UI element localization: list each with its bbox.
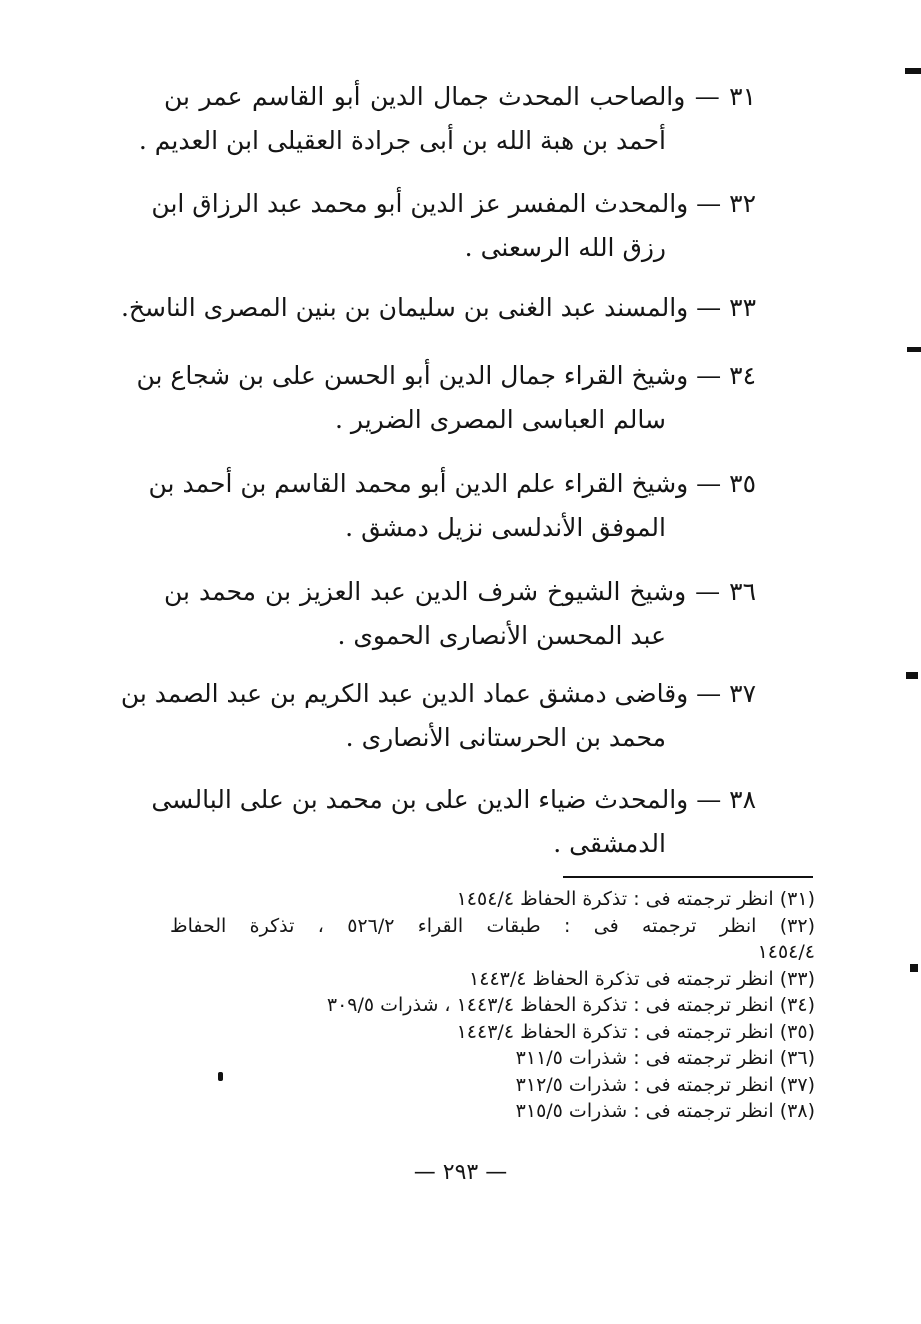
- footnote-33: (٣٣) انظر ترجمته فى تذكرة الحفاظ ١٤٤٣/٤: [469, 967, 815, 990]
- entry-continuation: رزق الله الرسعنى .: [464, 233, 666, 262]
- entry-35: [148, 462, 756, 550]
- scan-mark: [905, 68, 921, 74]
- entry-first-line: ٣٤ — وشيخ القراء جمال الدين أبو الحسن على بن شجاع بن: [136, 361, 756, 390]
- scan-mark: [218, 1072, 223, 1081]
- entry-first-line: ٣٣ — والمسند عبد الغنى بن سليمان بن بنين المصرى الناسخ.: [120, 293, 756, 322]
- entry-33: [120, 286, 756, 330]
- entry-continuation: أحمد بن هبة الله بن أبى جرادة العقيلى ابن العديم .: [138, 126, 666, 155]
- entry-36: [164, 570, 756, 658]
- scan-mark: [910, 964, 918, 972]
- footnote-36: (٣٦) انظر ترجمته فى : شذرات ٣١١/٥: [515, 1047, 815, 1069]
- footnote-32: (٣٢) انظر ترجمته فى : طبقات القراء ٥٢٦/٢ ، تذكرة الحفاظ: [170, 914, 815, 937]
- entry-first-line: ٣٧ — وقاضى دمشق عماد الدين عبد الكريم بن عبد الصمد بن: [120, 679, 756, 708]
- page-number: — ٢٩٣ —: [413, 1160, 508, 1185]
- scan-mark: [907, 347, 921, 352]
- footnote-37: (٣٧) انظر ترجمته فى : شذرات ٣١٢/٥: [515, 1073, 815, 1096]
- entry-31: [138, 75, 756, 163]
- footnote-31: (٣١) انظر ترجمته فى : تذكرة الحفاظ ١٤٥٤/٤: [456, 888, 815, 910]
- entry-first-line: ٣٦ — وشيخ الشيوخ شرف الدين عبد العزيز بن محمد بن: [164, 577, 756, 606]
- footnote-separator: [563, 876, 813, 878]
- footnote-38: (٣٨) انظر ترجمته فى : شذرات ٣١٥/٥: [515, 1100, 815, 1122]
- footnotes: [170, 886, 815, 1125]
- entry-first-line: ٣١ — والصاحب المحدث جمال الدين أبو القاسم عمر بن: [164, 82, 756, 111]
- entry-34: [136, 354, 756, 442]
- entry-first-line: ٣٨ — والمحدث ضياء الدين على بن محمد بن على البالسى: [151, 785, 756, 814]
- footnote-34: (٣٤) انظر ترجمته فى : تذكرة الحفاظ ١٤٤٣/٤ ، شذرات ٣٠٩/٥: [326, 994, 815, 1016]
- entry-continuation: الموفق الأندلسى نزيل دمشق .: [345, 513, 666, 542]
- entry-38: [151, 778, 756, 866]
- footnote-35: (٣٥) انظر ترجمته فى : تذكرة الحفاظ ١٤٤٣/٤: [456, 1020, 815, 1043]
- entry-32: [151, 182, 756, 270]
- footnote-32-continuation: ١٤٥٤/٤: [757, 941, 815, 963]
- entry-continuation: الدمشقى .: [553, 829, 666, 858]
- entry-continuation: محمد بن الحرستانى الأنصارى .: [345, 723, 666, 752]
- entry-first-line: ٣٥ — وشيخ القراء علم الدين أبو محمد القاسم بن أحمد بن: [148, 469, 756, 498]
- entry-37: [120, 672, 756, 760]
- scan-mark: [906, 672, 918, 679]
- entry-continuation: سالم العباسى المصرى الضرير .: [335, 405, 666, 434]
- entry-continuation: عبد المحسن الأنصارى الحموى .: [337, 621, 666, 650]
- entry-first-line: ٣٢ — والمحدث المفسر عز الدين أبو محمد عبد الرزاق ابن: [151, 189, 756, 218]
